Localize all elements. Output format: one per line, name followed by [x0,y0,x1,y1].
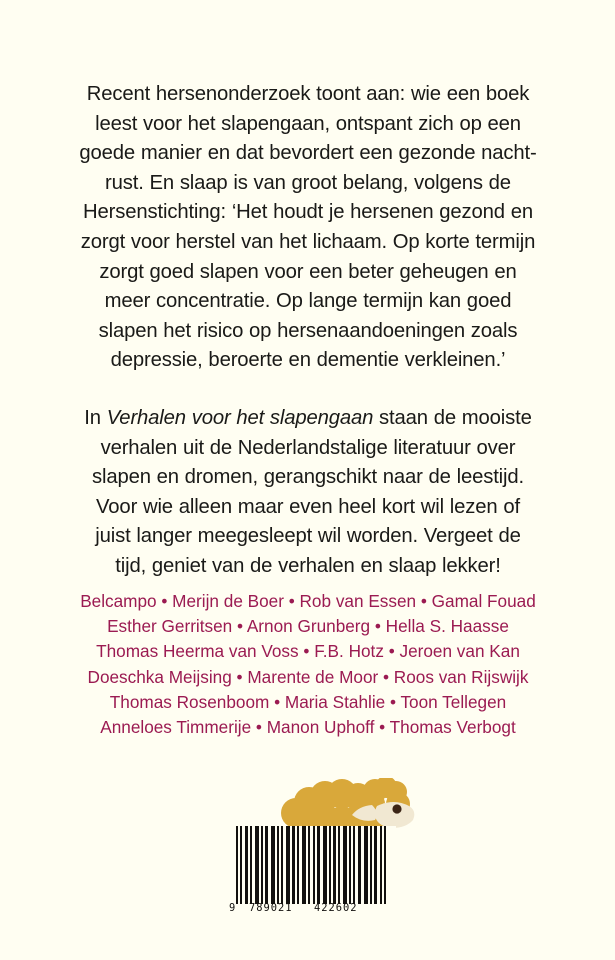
isbn-number [228,902,396,922]
author-line: Thomas Heerma van Voss • F.B. Hotz • Jeroen van Kan [96,641,520,662]
blurb-text-block [78,80,538,582]
author-line: Esther Gerritsen • Arnon Grunberg • Hella S. Haasse [107,616,509,637]
isbn-right-group: 422602 [314,902,358,914]
isbn-barcode [228,826,396,926]
blurb-paragraph-2 [78,404,538,582]
blurb-paragraph-1: Recent hersenonderzoek toont aan: wie een boek leest voor het slapengaan, ontspant zich op een goede manier en dat bevordert een gezonde nacht-rust. En slaap is van groot belang, volgens de Hersenstichting: ‘Het houdt je hersenen gezond en zorgt voor herstel van het lichaam. Op korte termijn zorgt goed slapen voor een beter geheugen en meer concentratie. Op lange termijn kan goed slapen het risico op hersenaandoeningen zoals depressie, beroerte en dementie verkleinen.’ [79,83,537,372]
barcode-bars [236,826,388,904]
isbn-lead-digit: 9 [229,902,237,914]
author-line: Belcampo • Merijn de Boer • Rob van Essen • Gamal Fouad [80,591,536,611]
blurb-paragraph-2-rest: staan de mooiste verhalen uit de Nederlandstalige literatuur over slapen en dromen, gerangschikt naar de leestijd. Voor wie alleen maar even heel kort wil lezen of juist langer meegesleept wil worden. Vergeet de tijd, geniet van de verhalen en slaap lekker! [91,406,532,577]
author-line: Anneloes Timmerije • Manon Uphoff • Thomas Verbogt [100,717,516,738]
author-list [58,589,558,740]
book-title-italic: Verhalen voor het slapengaan [106,406,374,429]
isbn-left-group: 789021 [249,902,293,914]
blurb-paragraph-2-lead: In [84,406,107,429]
author-line: Thomas Rosenboom • Maria Stahlie • Toon Tellegen [109,691,507,712]
author-line: Doeschka Meijsing • Marente de Moor • Roos van Rijswijk [87,666,529,687]
barcode-area [228,778,418,930]
